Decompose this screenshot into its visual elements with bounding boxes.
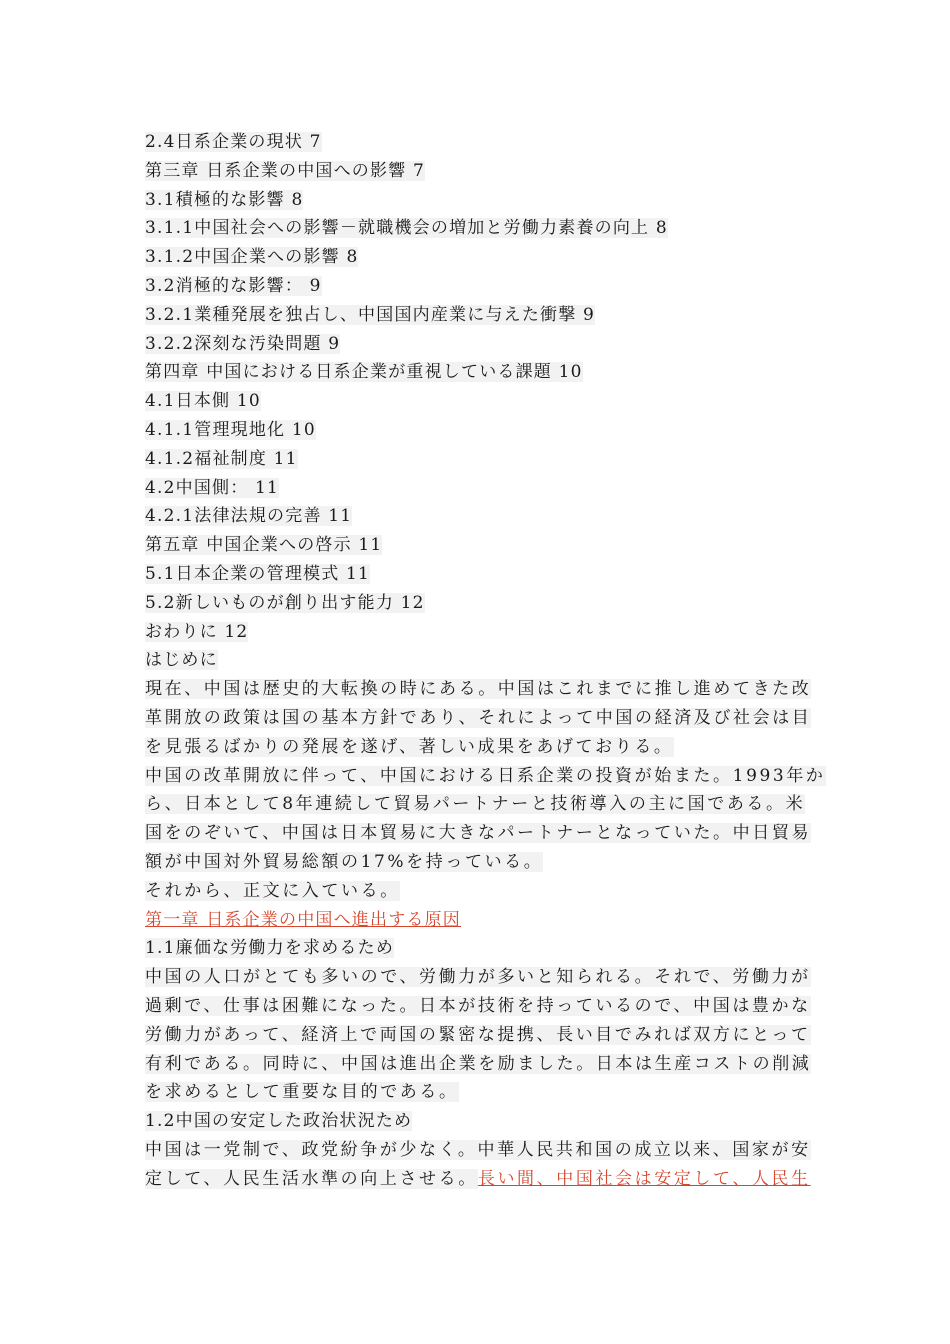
- section-title: 1.1廉価な労働力を求めるため: [145, 938, 395, 959]
- toc-entry: 3.1.2中国企業への影響 8: [145, 247, 359, 268]
- toc-entry: 3.2.2深刻な汚染問題 9: [145, 333, 341, 354]
- intro-paragraph: [145, 877, 805, 906]
- toc-entry: 第三章 日系企業の中国への影響 7: [145, 160, 426, 181]
- paragraph-line: 現在、中国は歴史的大転換の時にある。中国はこれまでに推し進めてきた改: [145, 679, 812, 700]
- paragraph-line: 定して、人民生活水準の向上させる。長い間、中国社会は安定して、人民生: [145, 1168, 811, 1189]
- toc-entry: 5.1日本企業の管理模式 11: [145, 563, 371, 584]
- paragraph-line: を求めるとして重要な目的である。: [145, 1082, 459, 1103]
- toc-entry: 4.1.2福祉制度 11: [145, 448, 298, 469]
- chapter-title: 第一章 日系企業の中国へ進出する原因: [145, 909, 462, 930]
- toc-entry: 3.1積極的な影響 8: [145, 189, 304, 210]
- intro-paragraph: [145, 675, 812, 761]
- section-paragraph: [145, 963, 812, 1107]
- toc-entry: 5.2新しいものが創り出す能力 12: [145, 592, 425, 613]
- toc-entry: 3.2消極的な影響： 9: [145, 275, 322, 296]
- toc-entry: 3.2.1業種発展を独占し、中国国内産業に与えた衝撃 9: [145, 304, 596, 325]
- paragraph-line: 過剰で、仕事は困難になった。日本が技術を持っているので、中国は豊かな: [145, 995, 811, 1016]
- paragraph-line: 労働力があって、経済上で両国の緊密な提携、長い目でみれば双方にとって: [145, 1024, 811, 1045]
- intro-heading: はじめに: [145, 650, 218, 671]
- toc-entry: 4.2中国側： 11: [145, 477, 280, 498]
- toc-entry: 2.4日系企業の現状 7: [145, 132, 322, 152]
- highlighted-text: 長い間、中国社会は安定して、人民生: [477, 1168, 811, 1189]
- toc-entry: 4.1日本側 10: [145, 391, 261, 412]
- introduction-section: [145, 646, 826, 905]
- intro-paragraph: [145, 762, 826, 877]
- paragraph-line: 額が中国対外貿易総額の17%を持っている。: [145, 851, 544, 872]
- document-page: [145, 128, 826, 1193]
- paragraph-line: それから、正文に入ている。: [145, 880, 400, 901]
- paragraph-line: を見張るばかりの発展を遂げ、著しい成果をあげておりる。: [145, 736, 674, 757]
- paragraph-line: 国をのぞいて、中国は日本貿易に大きなパートナーとなっていた。中日貿易: [145, 823, 812, 844]
- table-of-contents: [145, 128, 805, 646]
- paragraph-line: ら、日本として8年連続して貿易パートナーと技術導入の主に国である。米: [145, 794, 806, 815]
- section-title: 1.2中国の安定した政治状況ため: [145, 1111, 413, 1132]
- toc-entry: 第四章 中国における日系企業が重視している課題 10: [145, 362, 583, 383]
- chapter-one-section: [145, 906, 812, 1194]
- toc-entry: おわりに 12: [145, 621, 249, 642]
- section-paragraph: [145, 1136, 811, 1194]
- paragraph-line: 革開放の政策は国の基本方針であり、それによって中国の経済及び社会は目: [145, 707, 812, 728]
- toc-entry: 4.1.1管理現地化 10: [145, 419, 316, 440]
- paragraph-line: 中国の人口がとても多いので、労働力が多いと知られる。それで、労働力が: [145, 967, 811, 988]
- toc-entry: 3.1.1中国社会への影響－就職機会の増加と労働力素養の向上 8: [145, 218, 668, 239]
- paragraph-line: 有利である。同時に、中国は進出企業を励ました。日本は生産コストの削減: [145, 1053, 812, 1074]
- toc-entry: 4.2.1法律法規の完善 11: [145, 506, 353, 527]
- toc-entry: 第五章 中国企業への啓示 11: [145, 535, 383, 556]
- paragraph-line: 中国は一党制で、政党紛争が少なく。中華人民共和国の成立以来、国家が安: [145, 1139, 811, 1160]
- paragraph-line: 中国の改革開放に伴って、中国における日系企業の投資が始また。1993年か: [145, 765, 826, 786]
